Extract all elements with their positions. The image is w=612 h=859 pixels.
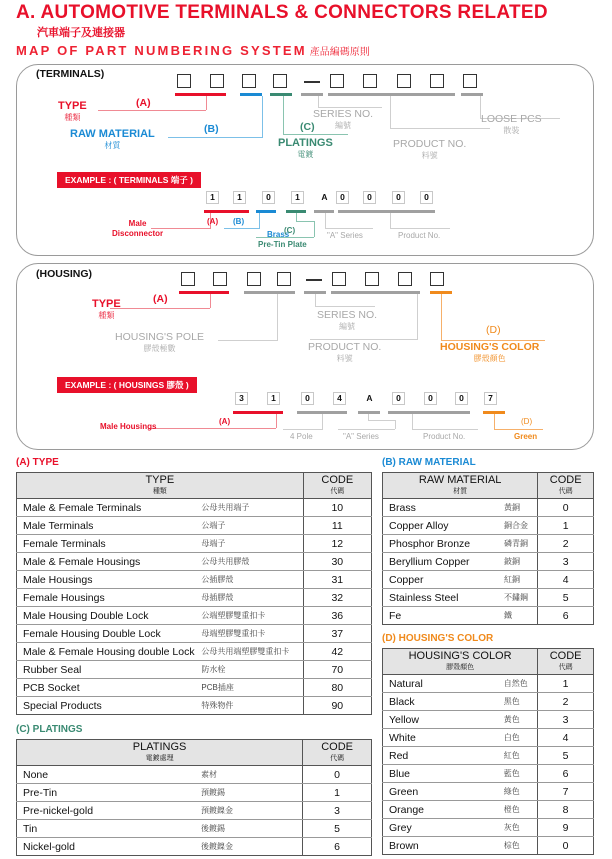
example-digit: 0 [301,392,314,405]
row-name-cn: 母端塑膠雙重扣卡 [201,625,303,643]
code-dash [304,81,320,83]
connector-line [296,221,314,222]
ex-c-label: (C) [284,226,296,235]
row-name-cn: 黃色 [504,711,538,729]
example-digit: 0 [455,392,468,405]
h-pole-bar [244,291,295,294]
raw-material-label: RAW MATERIAL 材質 [70,128,155,150]
table-row [383,765,594,783]
type-bar [175,93,226,96]
ex-h-product-label: Product No. [423,432,466,441]
ex-product-bar [338,210,435,213]
ex-product-label: Product No. [398,231,441,240]
ex-type-label: Male Disconnector [112,219,164,238]
example-digit: 1 [291,191,304,204]
row-code: 4 [538,571,594,589]
housing-example-title: EXAMPLE : ( HOUSINGS 膠殼 ) [57,377,197,393]
table-row [17,643,372,661]
connector-line [283,96,284,134]
product-bar [328,93,455,96]
connector-line [322,414,323,429]
row-code: 36 [303,607,371,625]
table-row [383,711,594,729]
connector-line [277,294,278,340]
row-code: 0 [303,766,372,784]
row-name: Rubber Seal [17,661,202,679]
row-name: Fe [383,607,504,625]
type-table-header: TYPE 種類 [17,473,304,499]
map-title-cn: 產品編碼原則 [309,47,370,58]
raw-table-header: RAW MATERIAL 材質 [383,473,538,499]
row-name: Pre-nickel-gold [17,802,201,820]
row-code: 3 [303,802,372,820]
connector-line [494,429,543,430]
ex-series-label: "A" Series [327,231,363,240]
row-code: 11 [303,517,371,535]
row-name-cn: 不鏽鋼 [504,589,538,607]
table-row [383,589,594,607]
raw-code-header: CODE 代碼 [538,473,594,499]
table-row [383,499,594,517]
table-row [383,783,594,801]
product-no-label: PRODUCT NO. 料號 [393,138,467,160]
connector-line [412,429,478,430]
connector-line [259,213,260,228]
h-series-label: SERIES NO. 編號 [317,309,378,331]
h-type-bar [179,291,229,294]
code-box [398,272,412,286]
platings-table-header: PLATINGS 電鍍處理 [17,740,303,766]
row-code: 32 [303,589,371,607]
housing-color-label: HOUSING'S COLOR 膠殼顏色 [440,341,540,363]
row-name: Nickel-gold [17,838,201,856]
table-row [383,801,594,819]
connector-line [390,96,391,128]
example-digit: 0 [336,191,349,204]
connector-line [210,294,211,308]
table-row [17,571,372,589]
row-name: Beryllium Copper [383,553,504,571]
table-row [17,679,372,697]
example-digit: 0 [392,191,405,204]
row-name-cn: 預鍍鎳金 [201,802,303,820]
table-row [17,589,372,607]
connector-line [390,228,450,229]
connector-line [283,134,348,135]
platings-section-title: (C) PLATINGS [16,724,83,735]
row-code: 3 [538,553,594,571]
row-name: Blue [383,765,504,783]
h-type-code-label: (A) [153,293,168,305]
table-row [17,517,372,535]
type-code-header: CODE 代碼 [303,473,371,499]
connector-line [168,137,262,138]
table-row [383,571,594,589]
row-name: Female Terminals [17,535,202,553]
ex-a-label: (A) [207,217,219,226]
row-name-cn: PCB插座 [201,679,303,697]
housing-panel-title: (HOUSING) [36,268,92,280]
code-box [363,74,377,88]
example-digit: 0 [262,191,275,204]
row-code: 6 [538,607,594,625]
raw-bar [240,93,262,96]
row-name-cn: 後鍍錫 [201,820,303,838]
row-name: Copper Alloy [383,517,504,535]
color-code-header: CODE 代碼 [538,649,594,675]
row-name: Male & Female Housing double Lock [17,643,202,661]
table-row [383,553,594,571]
connector-line [310,339,418,340]
row-name-cn: 銅合金 [504,517,538,535]
row-name: Male Housing Double Lock [17,607,202,625]
ex-h-a-label: (A) [219,417,231,426]
row-name: Brown [383,837,504,855]
row-name-cn: 紅色 [504,747,538,765]
table-row [17,661,372,679]
row-name: Pre-Tin [17,784,201,802]
row-name-cn: 防水栓 [201,661,303,679]
row-name: Copper [383,571,504,589]
row-code: 30 [303,553,371,571]
page-subtitle-cn: 汽車端子及連接器 [37,27,125,39]
row-name-cn: 公母共用端塑膠雙重扣卡 [201,643,303,661]
table-row [17,697,372,715]
ex-raw-label: Brass [267,230,290,239]
h-type-label: TYPE 種類 [92,298,121,320]
row-name-cn: 素材 [201,766,303,784]
code-box [181,272,195,286]
ex-h-type-label: Male Housings [100,422,157,431]
row-code: 5 [538,747,594,765]
row-name: Tin [17,820,201,838]
loose-pcs-label: LOOSE PCS 散裝 [481,113,542,135]
ex-h-product-bar [388,411,470,414]
code-box [177,74,191,88]
connector-line [325,213,326,228]
table-row [17,607,372,625]
ex-plating-label: Pre-Tin Plate [258,240,307,249]
connector-line [262,96,263,138]
example-digit: A [366,393,373,403]
type-label: TYPE 種類 [58,100,87,122]
row-code: 70 [303,661,371,679]
row-code: 2 [538,693,594,711]
connector-line [218,340,278,341]
example-digit: 0 [392,392,405,405]
platings-code-header: CODE 代碼 [303,740,372,766]
connector-line [314,221,315,237]
table-row [383,517,594,535]
row-name: Phosphor Bronze [383,535,504,553]
terminals-example-title: EXAMPLE : ( TERMINALS 端子 ) [57,172,201,188]
row-name: None [17,766,201,784]
example-digit: 1 [233,191,246,204]
row-code: 31 [303,571,371,589]
connector-line [315,294,316,306]
row-name: Male & Female Housings [17,553,202,571]
row-code: 2 [538,535,594,553]
row-name: Male Housings [17,571,202,589]
row-name-cn: 自然色 [504,675,538,693]
table-row [17,784,372,802]
example-digit: 1 [267,392,280,405]
connector-line [390,128,490,129]
raw-material-table [382,472,594,625]
example-digit: 0 [424,392,437,405]
connector-line [395,420,396,429]
table-row [17,535,372,553]
series-bar [301,93,323,96]
row-name-cn: 灰色 [504,819,538,837]
series-no-label: SERIES NO. 編號 [313,108,374,130]
row-name-cn: 母端子 [201,535,303,553]
row-code: 1 [538,675,594,693]
row-name-cn: 紅銅 [504,571,538,589]
connector-line [283,429,323,430]
ex-b-label: (B) [233,217,245,226]
raw-code-label: (B) [204,123,219,135]
row-code: 3 [538,711,594,729]
row-code: 10 [303,499,371,517]
row-code: 4 [538,729,594,747]
row-name-cn: 棕色 [504,837,538,855]
color-table-header: HOUSING'S COLOR 膠殼顏色 [383,649,538,675]
row-name: PCB Socket [17,679,202,697]
row-name: Green [383,783,504,801]
h-product-bar [331,291,420,294]
row-name-cn: 黑色 [504,693,538,711]
type-section-title: (A) TYPE [16,457,59,468]
row-name: Yellow [383,711,504,729]
row-name: Male & Female Terminals [17,499,202,517]
ex-series-bar [314,210,334,213]
table-row [383,675,594,693]
row-name-cn: 磷青銅 [504,535,538,553]
row-name-cn: 公母共用端子 [201,499,303,517]
plating-bar [270,93,292,96]
row-name: Black [383,693,504,711]
table-row [383,535,594,553]
code-box [332,272,346,286]
connector-line [98,110,206,111]
row-name: Red [383,747,504,765]
row-code: 0 [538,499,594,517]
connector-line [296,213,297,221]
row-code: 9 [538,819,594,837]
row-code: 90 [303,697,371,715]
row-name-cn: 白色 [504,729,538,747]
row-name-cn: 母插膠殼 [201,589,303,607]
table-row [383,693,594,711]
connector-line [390,213,391,228]
table-row [17,766,372,784]
terminals-panel-title: (TERMINALS) [36,68,105,80]
row-name-cn: 藍色 [504,765,538,783]
row-name-cn: 橙色 [504,801,538,819]
row-code: 0 [538,837,594,855]
housing-pole-label: HOUSING'S POLE 膠殼極數 [115,331,204,353]
ex-h-series-label: "A" Series [343,432,379,441]
code-box [213,272,227,286]
example-digit: 7 [484,392,497,405]
row-name: Female Housing Double Lock [17,625,202,643]
table-row [383,747,594,765]
platings-table [16,739,372,856]
row-code: 8 [538,801,594,819]
row-name: Female Housings [17,589,202,607]
platings-label: PLATINGS 電鍍 [278,137,333,159]
row-name-cn: 公端子 [201,517,303,535]
table-row [17,820,372,838]
code-box [273,74,287,88]
connector-line [494,414,495,429]
row-name-cn: 鐵 [504,607,538,625]
connector-line [368,420,395,421]
table-row [17,625,372,643]
table-row [383,729,594,747]
table-row [383,819,594,837]
code-box [430,74,444,88]
ex-h-color-label: Green [514,432,538,441]
row-name-cn: 後鍍鎳金 [201,838,303,856]
connector-line [315,306,375,307]
row-name: Brass [383,499,504,517]
map-title-text: MAP OF PART NUMBERING SYSTEM [16,43,307,58]
row-code: 12 [303,535,371,553]
connector-line [338,429,395,430]
connector-line [110,308,210,309]
connector-line [441,294,442,340]
housing-color-table [382,648,594,855]
page-title: A. AUTOMOTIVE TERMINALS & CONNECTORS RELATED [16,2,548,23]
connector-line [417,294,418,339]
connector-line [325,228,373,229]
row-name: White [383,729,504,747]
example-digit: A [321,192,328,202]
ex-h-d-label: (D) [521,417,533,426]
example-digit: 1 [206,191,219,204]
row-name: Stainless Steel [383,589,504,607]
row-name: Male Terminals [17,517,202,535]
table-row [17,499,372,517]
h-product-label: PRODUCT NO. 料號 [308,341,382,363]
code-box [247,272,261,286]
connector-line [206,96,207,110]
row-code: 5 [303,820,372,838]
row-name: Orange [383,801,504,819]
row-name-cn: 黃銅 [504,499,538,517]
example-digit: 4 [333,392,346,405]
row-code: 1 [538,517,594,535]
row-name-cn: 公端塑膠雙重扣卡 [201,607,303,625]
example-digit: 0 [363,191,376,204]
row-code: 1 [303,784,372,802]
h-color-code-label: (D) [486,324,501,336]
row-code: 37 [303,625,371,643]
row-code: 6 [303,838,372,856]
map-title [16,43,370,58]
row-name: Special Products [17,697,202,715]
table-row [383,607,594,625]
code-box [210,74,224,88]
row-code: 6 [538,765,594,783]
row-code: 80 [303,679,371,697]
table-row [17,838,372,856]
code-box [277,272,291,286]
connector-line [412,414,413,429]
type-table [16,472,372,715]
ex-h-pole-label: 4 Pole [290,432,313,441]
color-section-title: (D) HOUSING'S COLOR [382,633,494,644]
code-box [397,74,411,88]
code-box [463,74,477,88]
table-row [383,837,594,855]
connector-line [276,414,277,428]
example-digit: 0 [420,191,433,204]
code-box [330,74,344,88]
connector-line [224,228,260,229]
connector-line [148,428,276,429]
row-name: Grey [383,819,504,837]
row-name-cn: 預鍍錫 [201,784,303,802]
row-name-cn: 公插膠殼 [201,571,303,589]
code-dash [306,279,322,281]
code-box [430,272,444,286]
table-row [17,802,372,820]
ex-h-series-bar [358,411,380,414]
table-row [17,553,372,571]
row-name-cn: 公母共用膠殼 [201,553,303,571]
example-digit: 3 [235,392,248,405]
row-name-cn: 特殊物件 [201,697,303,715]
code-box [242,74,256,88]
type-code-label: (A) [136,97,151,109]
row-code: 7 [538,783,594,801]
plating-code-label: (C) [300,121,315,133]
row-name-cn: 鈹銅 [504,553,538,571]
raw-section-title: (B) RAW MATERIAL [382,457,476,468]
row-name: Natural [383,675,504,693]
row-code: 5 [538,589,594,607]
code-box [365,272,379,286]
row-code: 42 [303,643,371,661]
row-name-cn: 綠色 [504,783,538,801]
